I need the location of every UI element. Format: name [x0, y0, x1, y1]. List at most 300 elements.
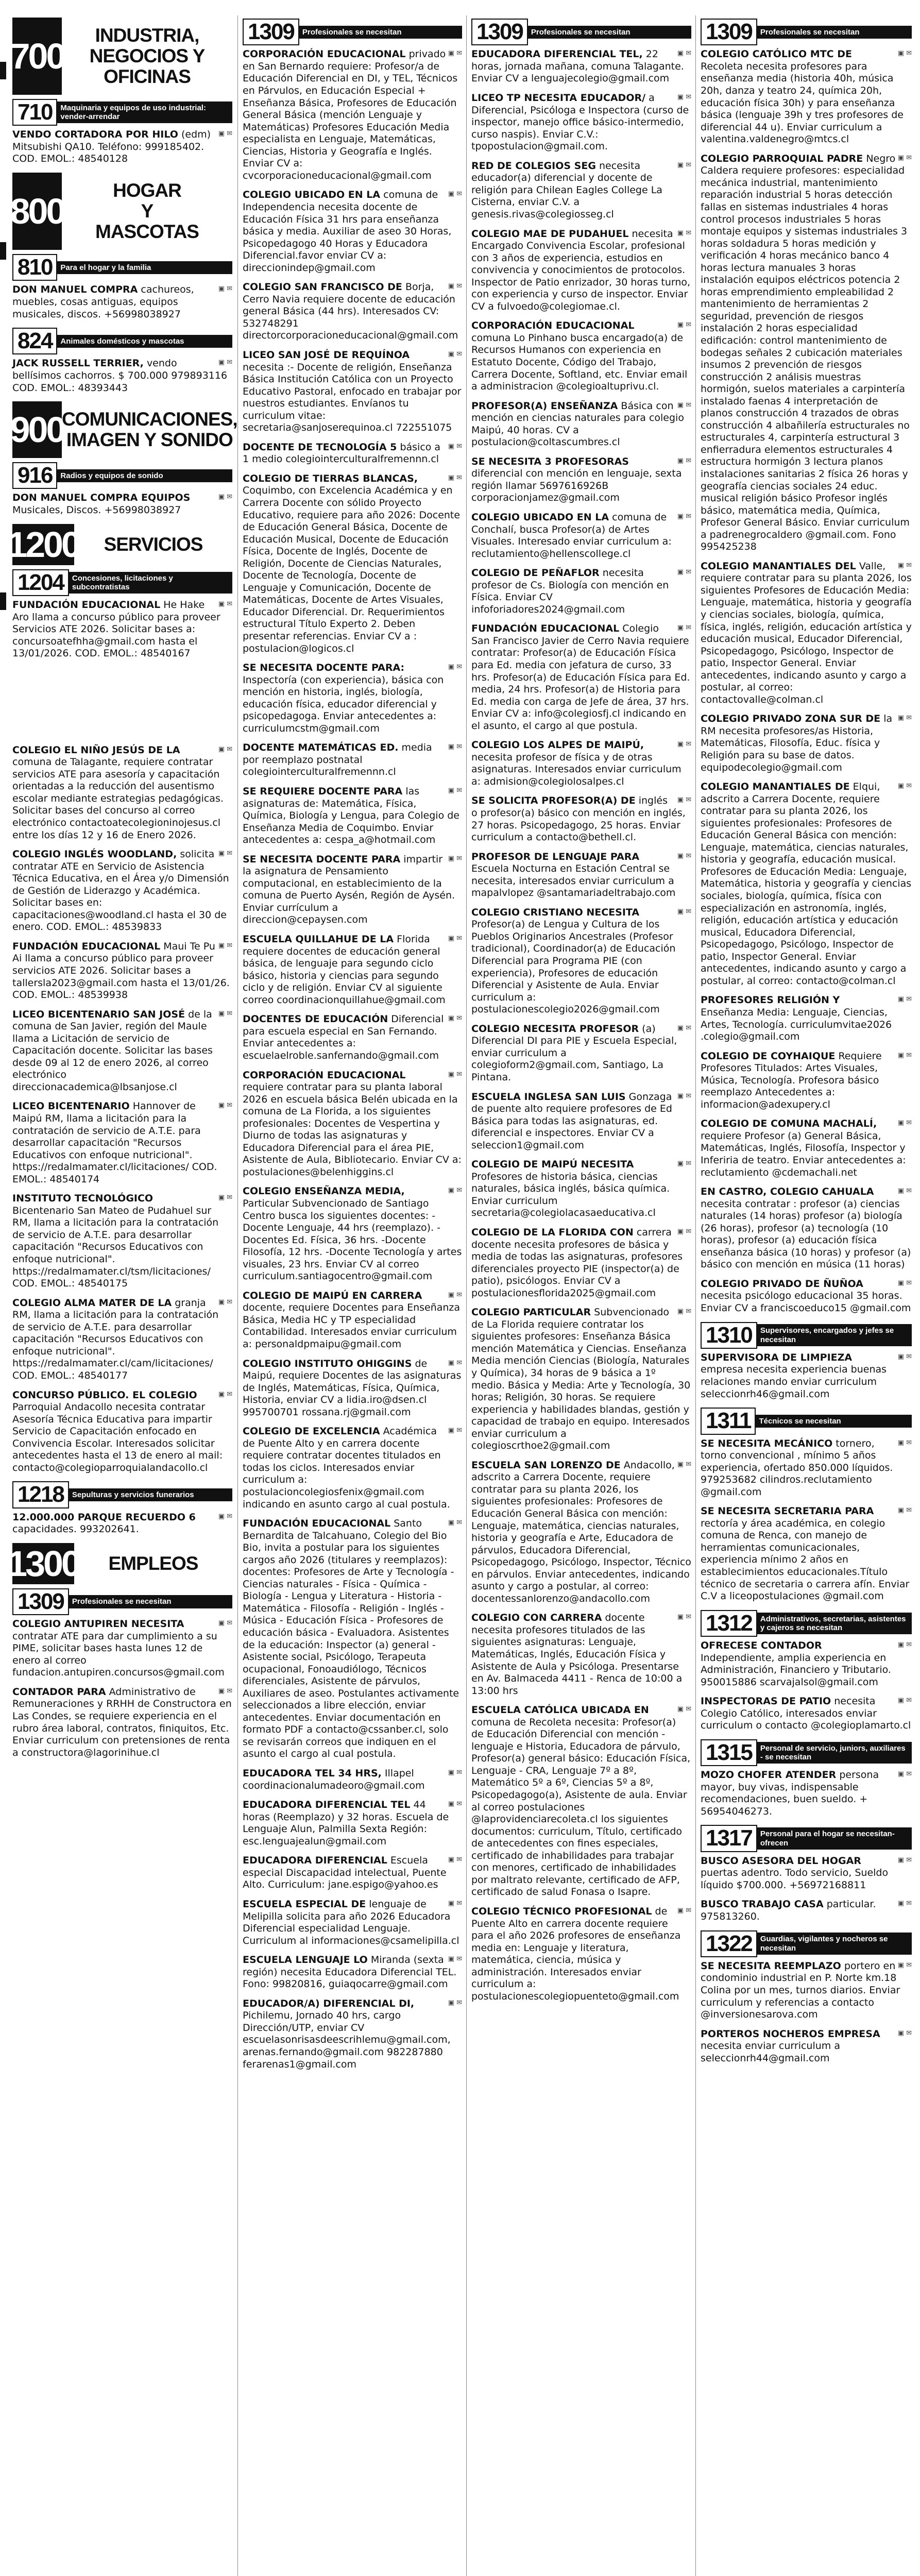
ad-headline: COLEGIO TÉCNICO PROFESIONAL	[471, 1905, 652, 1917]
contact-icons: ▣ ✉	[897, 1119, 912, 1127]
contact-icons: ▣ ✉	[677, 1705, 691, 1714]
subsection-label: Guardias, vigilantes y nocheros se necesitan	[756, 1933, 912, 1955]
section-header	[12, 173, 232, 250]
ad-body: Florida requiere docentes de educación general básica, de lenguaje para segundo ciclo básico, historia y ciencias para segundo ciclo y de religión. Enviar CV al siguiente correo coordinacionquillahue@gmail.com	[243, 934, 446, 1006]
ad-headline: LICEO BICENTENARIO	[12, 1100, 130, 1112]
ad-headline: SE NECESITA 3 PROFESORAS	[471, 455, 629, 467]
classified-ad	[12, 744, 232, 841]
classified-ad	[471, 1227, 691, 1299]
ad-headline: COLEGIO MAE DE PUDAHUEL	[471, 228, 629, 240]
contact-icons: ▣ ✉	[448, 1187, 462, 1195]
ad-body: comuna de Independencia necesita docente de Educación Física 31 hrs para enseñanza básica y media. Auxiliar de aseo 30 Horas, Psicopedagogo 40 Horas y Educadora Diferencial.favor enviar CV a: direccionindep@gmail.com	[243, 189, 452, 274]
contact-icons: ▣ ✉	[448, 190, 462, 198]
ad-headline: DON MANUEL COMPRA EQUIPOS	[12, 492, 191, 504]
ad-body: de Puente Alto en carrera docente requiere para el año 2026 profesores de enseñanza media en: Lenguaje y literatura, matemática, ciencia, música y administración. Interesados enviar curriculum a: postulacionescolegiopuenteto@gmail.com	[471, 1905, 681, 2002]
ad-body: portero en condominio industrial en P. Norte km.18 Colina por un mes, turnos diarios. Enviar curriculum y referencias a contacto @inversionesarova.com	[701, 1960, 900, 2021]
spacer	[12, 667, 232, 744]
contact-icons: ▣ ✉	[677, 852, 691, 860]
ad-body: capacidades. 993202641.	[12, 1523, 139, 1535]
column-3	[471, 15, 691, 2576]
section-header	[7, 524, 232, 565]
ad-body: Diferencial para escuela especial en San Fernando. Enviar antecedentes a: escuelaelroble.sanfernando@gmail.com	[243, 1013, 444, 1061]
ad-headline: CORPORACIÓN EDUCACIONAL	[243, 48, 406, 60]
ad-headline: SE SOLICITA PROFESOR(A) DE	[471, 795, 636, 807]
classified-ad	[12, 1193, 232, 1290]
ad-body: la RM necesita profesores/as Historia, Matemáticas, Filosofía, Educ. física y Religión para su base de datos. equipodecolegio@gmail.com	[701, 713, 893, 773]
subsection-label: Profesionales se necesitan	[68, 1595, 232, 1608]
ad-headline: INSPECTORAS DE PATIO	[701, 1696, 831, 1707]
classified-ad	[243, 349, 462, 434]
ad-body: rectoría y área académica, en colegio comuna de Renca, con manejo de herramientas comunicacionales, experiencia mínimo 2 años en establecimientos educacionales.Título técnico de secretaria o carrera afín. Enviar C.V a liceopostulaciones @gmail.com	[701, 1517, 910, 1602]
contact-icons: ▣ ✉	[448, 663, 462, 671]
subsection-number: 1204	[12, 569, 69, 596]
ad-body: necesita contratar : profesor (a) ciencias naturales (14 horas) profesor (a) biología (26 horas), profesor (a) tecnología (10 horas), profesor (a) educación física enseñanza básica (10 horas) y profesor (a) básico con mención en música (11 horas)	[701, 1198, 911, 1270]
ad-body: vendo bellísimos cachorros. $ 700.000 979893116 COD. EMOL.: 48393443	[12, 358, 228, 394]
contact-icons: ▣ ✉	[448, 743, 462, 751]
contact-icons: ▣ ✉	[677, 796, 691, 804]
ad-body: lenguaje de Melipilla solicita para año 2026 Educadora Diferencial especialidad Lenguaje. Curriculum al informaciones@csamelipilla.cl	[243, 1898, 459, 1946]
ad-headline: CONCURSO PÚBLICO. EL COLEGIO	[12, 1389, 197, 1401]
classified-ad	[12, 284, 232, 320]
ad-headline: PORTEROS NOCHEROS EMPRESA	[701, 2028, 880, 2040]
ad-headline: MOZO CHOFER ATENDER	[701, 1769, 837, 1781]
classified-ad	[701, 1899, 912, 1923]
classified-ad	[471, 739, 691, 788]
classified-ad	[701, 1118, 912, 1179]
contact-icons: ▣ ✉	[897, 1641, 912, 1649]
ad-body: Valle, requiere contratar para su planta 2026, los siguientes Profesores de Educación Media: Lenguaje, matemática, historia y geografía y ciencias sociales, biología, química, física, inglés, religión, educación artística y educación musical, Educador Diferencial, Psicopedagogo, Psicólogo, Inspector de patio, Inspector General. Enviar antecedentes, indicando asunto y cargo a postular, al correo: contactovalle@colman.cl	[701, 560, 912, 705]
ad-headline: EDUCADOR/A) DIFERENCIAL DI,	[243, 1997, 415, 2009]
classified-ad	[471, 1460, 691, 1605]
section-title-line: INDUSTRIA,	[95, 25, 199, 46]
section-header	[10, 401, 237, 458]
subsection-label: Administrativos, secretarias, asistentes y cajeros se necesitan	[756, 1613, 912, 1635]
ad-body: comuna de Talagante, requiere contratar servicios ATE para asesoría y capacitación orientadas a la reducción del ausentismo escolar mediante estrategias pedagógicas. Solicitar bases del concurso al correo electrónico contactoatecolegioninojesus.cl entre los días 12 y 16 de Enero 2026.	[12, 756, 224, 841]
ad-body: (a) Diferencial DI para PIE y Escuela Especial, enviar curriculum a colegioform2@gmail.com, Santiago, La Pintana.	[471, 1023, 677, 1083]
ad-headline: INSTITUTO TECNOLÓGICO	[12, 1193, 154, 1205]
subsection-label: Supervisores, encargados y jefes se necesitan	[756, 1324, 912, 1346]
ad-headline: ESCUELA CATÓLICA UBICADA EN	[471, 1704, 649, 1716]
contact-icons: ▣ ✉	[448, 1359, 462, 1367]
ad-body: Musicales, Discos. +56998038927	[12, 504, 181, 516]
ad-body: cachureos, muebles, cosas antiguas, equipos musicales, discos. +56998038927	[12, 284, 194, 320]
subsection-header	[471, 19, 691, 45]
classified-ad	[471, 567, 691, 616]
ad-headline: SE NECESITA DOCENTE PARA:	[243, 662, 405, 674]
classified-ad	[471, 1704, 691, 1899]
contact-icons: ▣ ✉	[218, 1194, 232, 1202]
ad-headline: ESCUELA INGLESA SAN LUIS	[471, 1091, 626, 1103]
contact-icons: ▣ ✉	[897, 1506, 912, 1515]
ad-headline: DOCENTES DE EDUCACIÓN	[243, 1013, 388, 1025]
ad-headline: DON MANUEL COMPRA	[12, 284, 138, 296]
contact-icons: ▣ ✉	[897, 1856, 912, 1864]
classified-ad	[243, 48, 462, 182]
ad-headline: LICEO BICENTENARIO SAN JOSÉ	[12, 1008, 185, 1020]
section-title-line: SERVICIOS	[104, 533, 203, 555]
subsection-number: 1218	[12, 1481, 69, 1508]
classified-ad	[701, 1696, 912, 1732]
ad-body: docente necesita profesores titulados de las siguientes asignaturas: Lenguaje, Matemáticas, Inglés, Educación Física y Asistente de Aula y Psicóloga. Presentarse en Av. Balmaceda 4411 - Renca de 10:00 a 13:00 hrs	[471, 1612, 683, 1697]
section-title	[74, 1543, 232, 1584]
classified-ad	[12, 941, 232, 1002]
contact-icons: ▣ ✉	[677, 1613, 691, 1621]
ad-body: requiere contratar para su planta laboral 2026 en escuela básica Belén ubicada en la comuna de La Florida, a los siguientes profesionales: Docentes de Vespertina y Diurno de todas las asignaturas y Educadora Diferencial para el área PIE, Asistente de Aula, Bibliotecario. Enviar CV a: postulaciones@belenhiggins.cl	[243, 1081, 462, 1178]
subsection-label: Personal para el hogar se necesitan-ofrecen	[756, 1827, 912, 1850]
subsection-header	[701, 1739, 912, 1766]
section-title	[62, 401, 237, 458]
ad-headline: VENDO CORTADORA POR HILO	[12, 129, 178, 141]
contact-icons: ▣ ✉	[218, 745, 232, 753]
ad-body: Coquimbo, con Excelencia Académica y en Carrera Docente con sólido Proyecto Educativo, requiere para año 2026: Docente de Educación General Básica, Docente de Educación Musical, Docente de Educación Física, Docente de Inglés, Docente de Religión, Docente de Ciencias Naturales, Docente de Tecnología, Docente de Lenguaje y Comunicación, Docente de Matemáticas, Docente de Artes Visuales, Educador Diferencial. Dr. Requerimientos estructural Título Experto 2. Deben presentar referencias. Enviar CV a : postulacion@logicos.cl	[243, 485, 461, 654]
ad-headline: COLEGIO ALMA MATER DE LA	[12, 1297, 172, 1309]
classified-ad	[471, 1159, 691, 1219]
ad-body: Particular Subvencionado de Santiago Centro busca los siguientes docentes: -Docente Lenguaje, 44 hrs (reemplazo). -Docentes Ed. Física, 36 hrs. -Docente Filosofía, 12 hrs. -Docente Tecnología y artes visuales, 23 hrs. Enviar CV al correo curriculum.santiagocentro@gmail.com	[243, 1197, 462, 1282]
ad-headline: PROFESOR(A) ENSEÑANZA	[471, 400, 618, 412]
contact-icons: ▣ ✉	[218, 1512, 232, 1520]
section-title	[62, 173, 232, 250]
subsection-number: 1317	[701, 1825, 757, 1852]
ad-headline: LICEO TP NECESITA EDUCADOR/	[471, 92, 646, 104]
classified-ad	[243, 1070, 462, 1179]
ad-headline: BUSCO TRABAJO CASA	[701, 1899, 824, 1910]
ad-body: Miranda (sexta región) necesita Educadora Diferencial TEL. Fono: 99820816, guiaqocarre@gmail.com	[243, 1954, 457, 1990]
page-edge-mark	[0, 62, 6, 79]
ad-headline: COLEGIO ENSEÑANZA MEDIA,	[243, 1185, 405, 1197]
classified-ad	[471, 1023, 691, 1084]
classified-ad	[243, 1855, 462, 1891]
ad-body: impartir la asignatura de Pensamiento computacional, en establecimiento de la comuna de Puerto Aysén, Región de Aysén. Enviar currículum a direccion@cepaysen.com	[243, 853, 455, 926]
ad-headline: CONTADOR PARA	[12, 1686, 106, 1698]
ad-headline: EDUCADORA DIFERENCIAL	[243, 1855, 387, 1867]
ad-body: requiere Profesor (a) General Básica, Matemáticas, Inglés, Filosofía, Inspector y Inferiria de teatro. Enviar antecedentes a: reclutamiento @cdemachali.net	[701, 1130, 906, 1178]
classified-ad	[471, 795, 691, 843]
classified-ad	[243, 1426, 462, 1511]
ad-headline: EDUCADORA DIFERENCIAL TEL	[243, 1799, 411, 1811]
ad-headline: CORPORACIÓN EDUCACIONAL	[243, 1069, 406, 1081]
ad-headline: JACK RUSSELL TERRIER,	[12, 358, 144, 369]
classified-ad	[701, 1438, 912, 1499]
ad-headline: EDUCADORA TEL 34 HRS,	[243, 1768, 382, 1780]
subsection-number: 1309	[243, 19, 299, 45]
contact-icons: ▣ ✉	[218, 1101, 232, 1110]
subsection-header	[701, 1825, 912, 1852]
ad-headline: SE NECESITA MECÁNICO	[701, 1437, 833, 1449]
subsection-number: 1322	[701, 1930, 757, 1957]
classified-ad	[12, 492, 232, 516]
ad-body: de la comuna de San Javier, región del Maule llama a Licitación de servicio de Capacitación docente. Solicitar las bases desde 09 al 12 de enero 2026, al correo electrónico direccionacademica@lbsanjose.cl	[12, 1008, 213, 1093]
section-title-line: COMUNICACIONES,	[62, 409, 237, 430]
ad-body: privado en San Bernardo requiere: Profesor/a de Educación Diferencial en DI, y TEL, Técnicos en Párvulos, en Educación Especial + Enseñanza Básica, Profesores de Educación General Básica (mención Lenguaje y Matemáticas) Profesores Educación Media especialista en Lenguaje, Matemáticas, Ciencias, Historia y Geografía e Inglés. Enviar CV a: cvcorporacioneducacional@gmail.com	[243, 48, 458, 181]
classified-ad	[701, 1769, 912, 1818]
subsection-number: 1309	[701, 19, 757, 45]
classified-ad	[12, 1009, 232, 1094]
subsection-number: 710	[12, 99, 57, 126]
column-1	[7, 15, 237, 2576]
ad-body: 44 horas (Reemplazo) y 32 horas. Escuela de Lenguaje Alun, Palmilla Sexta Región: esc.lenguajealun@gmail.com	[243, 1799, 449, 1847]
contact-icons: ▣ ✉	[448, 1998, 462, 2007]
classified-ad	[471, 400, 691, 449]
subsection-header	[12, 1481, 232, 1508]
ad-body: He Hake Aro llama a concurso público para proveer Servicios ATE 2026. Solicitar bases a: concursoatefhha@gmail.com hasta el 13/01/2026. COD. EMOL.: 48540167	[12, 599, 220, 659]
subsection-header	[701, 1322, 912, 1349]
ad-headline: COLEGIO INSTITUTO OHIGGINS	[243, 1358, 412, 1369]
column-divider	[466, 15, 467, 2576]
ad-headline: FUNDACIÓN EDUCACIONAL	[12, 940, 161, 952]
contact-icons: ▣ ✉	[897, 714, 912, 722]
ad-body: Requiere Profesores Titulados: Artes Visuales, Música, Tecnología. Profesora básico reemplazo Antecedentes a: informacion@adexupery.cl	[701, 1050, 882, 1110]
page-edge-mark	[0, 242, 6, 260]
classified-ad	[243, 1954, 462, 1991]
classified-ad	[471, 1307, 691, 1452]
ad-headline: DOCENTE MATEMÁTICAS ED.	[243, 742, 399, 754]
section-header	[12, 18, 232, 95]
contact-icons: ▣ ✉	[897, 1187, 912, 1195]
classified-ad	[471, 1906, 691, 2003]
ad-headline: DOCENTE DE TECNOLOGÍA 5	[243, 441, 397, 453]
classified-ad	[471, 456, 691, 504]
ad-headline: COLEGIO INGLÉS WOODLAND,	[12, 849, 177, 860]
ad-headline: RED DE COLEGIOS SEG	[471, 160, 596, 172]
ad-headline: COLEGIO DE MAIPÚ EN CARRERA	[243, 1290, 422, 1301]
subsection-header	[243, 19, 462, 45]
ad-body: necesita psicólogo educacional 35 horas. Enviar CV a franciscoeduco15 @gmail.com	[701, 1290, 911, 1314]
classified-ad	[471, 228, 691, 313]
contact-icons: ▣ ✉	[218, 1009, 232, 1018]
ad-body: Hannover de Maipú RM, llama a licitación para la contratación de servicio de A.T.E. para desarrollar capacitación "Recursos Educativos con enfoque nutricional". https://redalmamater.cl/licitaciones/ COD. EMOL.: 48540174	[12, 1100, 217, 1185]
ad-headline: COLEGIO MANANTIALES DE	[701, 781, 850, 793]
contact-icons: ▣ ✉	[448, 1014, 462, 1023]
ad-headline: ESCUELA QUILLAHUE DE LA	[243, 934, 394, 945]
contact-icons: ▣ ✉	[448, 1519, 462, 1527]
ad-headline: COLEGIO PARROQUIAL PADRE	[701, 152, 863, 164]
contact-icons: ▣ ✉	[218, 1687, 232, 1695]
classified-ad	[701, 1505, 912, 1602]
ad-body: media por reemplazo postnatal colegiointerculturalfremennn.cl	[243, 742, 432, 778]
ad-headline: COLEGIO DE COMUNA MACHALÍ,	[701, 1118, 877, 1130]
ad-headline: COLEGIO DE COYHAIQUE	[701, 1050, 836, 1062]
classified-ad	[471, 907, 691, 1016]
ad-headline: FUNDACIÓN EDUCACIONAL	[243, 1518, 391, 1530]
contact-icons: ▣ ✉	[677, 161, 691, 169]
classified-ad	[243, 281, 462, 342]
ad-body: empresa necesita experiencia buenas relaciones mando enviar curriculum seleccionrh46@gmail.com	[701, 1364, 887, 1400]
ad-body: Básica con mención en ciencias naturales para colegio Maipú, 40 horas. CV a postulacion@coltascumbres.cl	[471, 400, 684, 448]
ad-body: necesita educador(a) diferencial y docente de religión para Chilean Eagles College La Cisterna, enviar C.V. a genesis.rivas@colegiosseg.cl	[471, 160, 662, 220]
classified-ad	[243, 1013, 462, 1062]
classified-ad	[243, 442, 462, 466]
contact-icons: ▣ ✉	[448, 1769, 462, 1777]
subsection-label: Para el hogar y la familia	[56, 261, 232, 274]
contact-icons: ▣ ✉	[677, 49, 691, 58]
classified-ad	[701, 1050, 912, 1111]
ad-headline: ESCUELA SAN LORENZO DE	[471, 1459, 621, 1471]
ad-body: puertas adentro. Todo servicio, Sueldo líquido $700.000. +56972168811	[701, 1867, 889, 1891]
subsection-number: 1312	[701, 1610, 757, 1637]
ad-body: necesita Encargado Convivencia Escolar, profesional con 3 años de experiencia, estudios en convivencia y conocimientos de protocolos. Inspector de Patio enrizador, 30 horas turno, con experiencia y curso de inspector. Enviar CV a fulvoedo@colegiomae.cl.	[471, 228, 691, 312]
ad-body: Independiente, amplia experiencia en Administración, Financiero y Tributario. 950015886 scarvajalsol@gmail.com	[701, 1652, 891, 1688]
ad-body: docente, requiere Docentes para Enseñanza Básica, Media HC y TP especialidad Contabilidad. Interesados enviar curriculum a: personaldpmaipu@gmail.com	[243, 1302, 461, 1350]
ad-headline: EDUCADORA DIFERENCIAL TEL,	[471, 48, 643, 60]
contact-icons: ▣ ✉	[677, 401, 691, 409]
contact-icons: ▣ ✉	[677, 1308, 691, 1316]
ad-headline: FUNDACIÓN EDUCACIONAL	[12, 599, 161, 611]
ad-headline: COLEGIO DE PEÑAFLOR	[471, 567, 600, 579]
classified-ad	[243, 854, 462, 926]
classified-ad	[12, 1297, 232, 1382]
column-divider	[237, 15, 238, 2576]
classified-ad	[243, 1185, 462, 1282]
contact-icons: ▣ ✉	[218, 359, 232, 367]
contact-icons: ▣ ✉	[897, 1770, 912, 1778]
contact-icons: ▣ ✉	[897, 1051, 912, 1059]
contact-icons: ▣ ✉	[897, 2029, 912, 2037]
contact-icons: ▣ ✉	[897, 1697, 912, 1705]
contact-icons: ▣ ✉	[218, 130, 232, 138]
subsection-header	[12, 462, 232, 489]
subsection-number: 824	[12, 328, 57, 354]
contact-icons: ▣ ✉	[218, 493, 232, 501]
classified-ad	[12, 849, 232, 934]
classified-ad	[243, 1899, 462, 1947]
section-title	[74, 524, 232, 565]
classified-ad	[12, 599, 232, 660]
contact-icons: ▣ ✉	[218, 941, 232, 950]
subsection-header	[12, 1588, 232, 1615]
section-title-line: EMPLEOS	[108, 1552, 198, 1574]
contact-icons: ▣ ✉	[897, 561, 912, 569]
subsection-header	[701, 19, 912, 45]
subsection-header	[12, 328, 232, 354]
classified-ad	[243, 1358, 462, 1419]
section-header	[7, 1543, 232, 1584]
contact-icons: ▣ ✉	[897, 1352, 912, 1361]
ad-headline: COLEGIO PRIVADO DE ÑUÑOA	[701, 1278, 863, 1290]
ad-body: Elqui, adscrito a Carrera Docente, requiere contratar para su planta 2026, los siguientes profesionales: Profesores de Educación General Básica con mención: Lenguaje, matemática, ciencias naturales, historia y geografía, educación musical. Profesores de Educación Media: Lenguaje, Matemática, historia y geografía y ciencias sociales, biología, química, física con especialización en astronomía, inglés, religión, educación artística y educación musical, Educadora Diferencial, Psicopedagogo, Psicólogo, Inspector de patio, Inspector General. Enviar antecedentes, indicando asunto y cargo a postular, al correo: contacto@colman.cl	[701, 781, 912, 987]
classified-ad	[243, 1799, 462, 1848]
classified-ad	[243, 742, 462, 778]
classified-ad	[243, 473, 462, 655]
contact-icons: ▣ ✉	[897, 1438, 912, 1447]
subsection-label: Profesionales se necesitan	[756, 26, 912, 39]
section-title-line: NEGOCIOS Y	[89, 45, 205, 67]
ad-headline: COLEGIO UBICADO EN LA	[243, 189, 381, 201]
classified-ad	[243, 1768, 462, 1792]
ad-body: Illapel coordinacionalumadeoro@gmail.com	[243, 1768, 425, 1791]
classified-ad	[12, 1512, 232, 1536]
contact-icons: ▣ ✉	[677, 740, 691, 749]
contact-icons: ▣ ✉	[448, 49, 462, 58]
contact-icons: ▣ ✉	[897, 154, 912, 162]
classified-ad	[12, 1100, 232, 1185]
section-number: 700	[12, 18, 62, 95]
contact-icons: ▣ ✉	[677, 1906, 691, 1914]
ad-headline: COLEGIO CON CARRERA	[471, 1612, 602, 1624]
subsection-number: 1309	[12, 1588, 69, 1615]
classified-ad	[701, 994, 912, 1043]
ad-headline: ESCUELA LENGUAJE LO	[243, 1954, 368, 1966]
classified-ad	[471, 320, 691, 393]
ad-headline: SE NECESITA REEMPLAZO	[701, 1960, 841, 1972]
ad-headline: COLEGIO ANTUPIREN NECESITA	[12, 1618, 184, 1630]
ad-body: solicita contratar ATE en Servicio de Asistencia Técnica Educativa, en el Área y/o Dimensión de Gestión de Liderazgo y Académica. Solicitar bases en: capacitaciones@woodland.cl hasta el 30 de enero. COD. EMOL.: 48539833	[12, 849, 229, 933]
classified-ad	[471, 1091, 691, 1152]
classified-ad	[12, 358, 232, 394]
classified-ad	[701, 1352, 912, 1400]
ad-headline: 12.000.000 PARQUE RECUERDO 6	[12, 1511, 196, 1523]
subsection-label: Profesionales se necesitan	[527, 26, 691, 39]
ad-headline: EN CASTRO, COLEGIO CAHUALA	[701, 1186, 874, 1198]
ad-body: Inspectoría (con experiencia), básica con mención en historia, inglés, biología, educación física, educador diferencial y psicopedagoga. Enviar antecedentes a: curriculumcstm@gmail.com	[243, 674, 444, 734]
ad-body: Enseñanza Media: Lenguaje, Ciencias, Artes, Tecnología. curriculumvitae2026 .colegio@gmail.com	[701, 1006, 892, 1043]
contact-icons: ▣ ✉	[677, 1160, 691, 1168]
section-number: 1200	[7, 524, 79, 565]
ad-headline: OFRECESE CONTADOR	[701, 1640, 822, 1651]
contact-icons: ▣ ✉	[677, 229, 691, 237]
ad-headline: COLEGIO LOS ALPES DE MAIPÚ,	[471, 739, 644, 751]
contact-icons: ▣ ✉	[448, 1427, 462, 1435]
ad-body: necesita enviar curriculum a seleccionrh44@gmail.com	[701, 2040, 840, 2064]
contact-icons: ▣ ✉	[448, 1291, 462, 1299]
ad-body: necesita profesor de física y de otras asignaturas. Interesados enviar curriculum a: admision@colegiolosalpes.cl	[471, 751, 682, 787]
ad-headline: ESCUELA ESPECIAL DE	[243, 1898, 366, 1910]
ad-headline: COLEGIO MANANTIALES DEL	[701, 560, 856, 572]
contact-icons: ▣ ✉	[677, 624, 691, 632]
classified-ad	[12, 1389, 232, 1475]
contact-icons: ▣ ✉	[448, 1070, 462, 1078]
ad-body: particular. 975813260.	[701, 1899, 876, 1922]
ad-body: Pichilemu, Jornado 40 hrs, cargo Dirección/UTP, enviar CV escuelasonrisasdeescrihlemu@gmail.com, arenas.fernando@gmail.com 982287880 ferarenas1@gmail.com	[243, 2010, 451, 2070]
contact-icons: ▣ ✉	[677, 1227, 691, 1235]
contact-icons: ▣ ✉	[218, 1298, 232, 1306]
contact-icons: ▣ ✉	[448, 854, 462, 862]
ad-headline: COLEGIO UBICADO EN LA	[471, 511, 609, 523]
classified-ad	[471, 92, 691, 153]
ad-headline: CORPORACIÓN EDUCACIONAL	[471, 320, 635, 332]
ad-headline: SE NECESITA DOCENTE PARA	[243, 853, 401, 865]
column-divider	[695, 15, 696, 2576]
classified-ad	[701, 1186, 912, 1271]
classified-ad	[701, 713, 912, 774]
contact-icons: ▣ ✉	[448, 350, 462, 358]
contact-icons: ▣ ✉	[448, 473, 462, 482]
contact-icons: ▣ ✉	[448, 442, 462, 450]
ad-body: inglés o profesor(a) básico con mención en inglés, 27 horas. Psicopedagogo, 25 horas. Enviar curriculum a contacto@bethell.cl.	[471, 795, 686, 843]
section-title-line: OFICINAS	[104, 65, 191, 87]
section-number: 1300	[7, 1543, 79, 1584]
classified-ad	[701, 1640, 912, 1688]
classified-ad	[701, 561, 912, 706]
section-number: 800	[12, 173, 62, 250]
subsection-header	[701, 1408, 912, 1434]
ad-body: Escuela Nocturna en Estación Central se necesita, interesados enviar curriculum a mapalvlopez @santamariadeltrabajo.com	[471, 863, 676, 899]
ad-headline: COLEGIO DE EXCELENCIA	[243, 1426, 380, 1437]
page-edge-mark	[0, 592, 6, 610]
classified-ad	[701, 2028, 912, 2065]
contact-icons: ▣ ✉	[448, 787, 462, 795]
classified-ad	[701, 153, 912, 553]
ad-headline: COLEGIO EL NIÑO JESÚS DE LA	[12, 744, 180, 756]
classified-ad	[471, 623, 691, 732]
classified-ad	[12, 129, 232, 165]
contact-icons: ▣ ✉	[448, 1856, 462, 1864]
ad-body: Santo Bernardita de Talcahuano, Colegio del Bio Bio, invita a postular para los siguientes cargos año 2026 (titulares y reemplazos): docentes: Profesores de Arte y Tecnología - Ciencias naturales - Física - Química - Biología - Lengua y Literatura - Historia - Matemática - Filosofía - Religión - Inglés - Música - Educación Física - Profesores de educación básica - Evaluadora. Asistentes de la educación: Inspector (a) general - Asistente social, Psicólogo, Terapeuta ocupacional, Fonoaudiólogo, Técnicos diferenciales, Asistente de párvulos, Auxiliares de aseo. Postulantes activamente seleccionados a libre elección, enviar antecedentes. Enviar documentación en formato PDF a contacto@cssanber.cl, solo se revisarán correos que indiquen en el asunto el cargo al cual postula.	[243, 1518, 459, 1760]
ad-body: 22 horas, jornada mañana, comuna Talagante. Enviar CV a lenguajecolegio@gmail.com	[471, 48, 684, 84]
contact-icons: ▣ ✉	[218, 285, 232, 293]
contact-icons: ▣ ✉	[677, 907, 691, 916]
section-title-line: HOGAR	[113, 180, 181, 201]
ad-headline: FUNDACIÓN EDUCACIONAL	[471, 623, 620, 635]
